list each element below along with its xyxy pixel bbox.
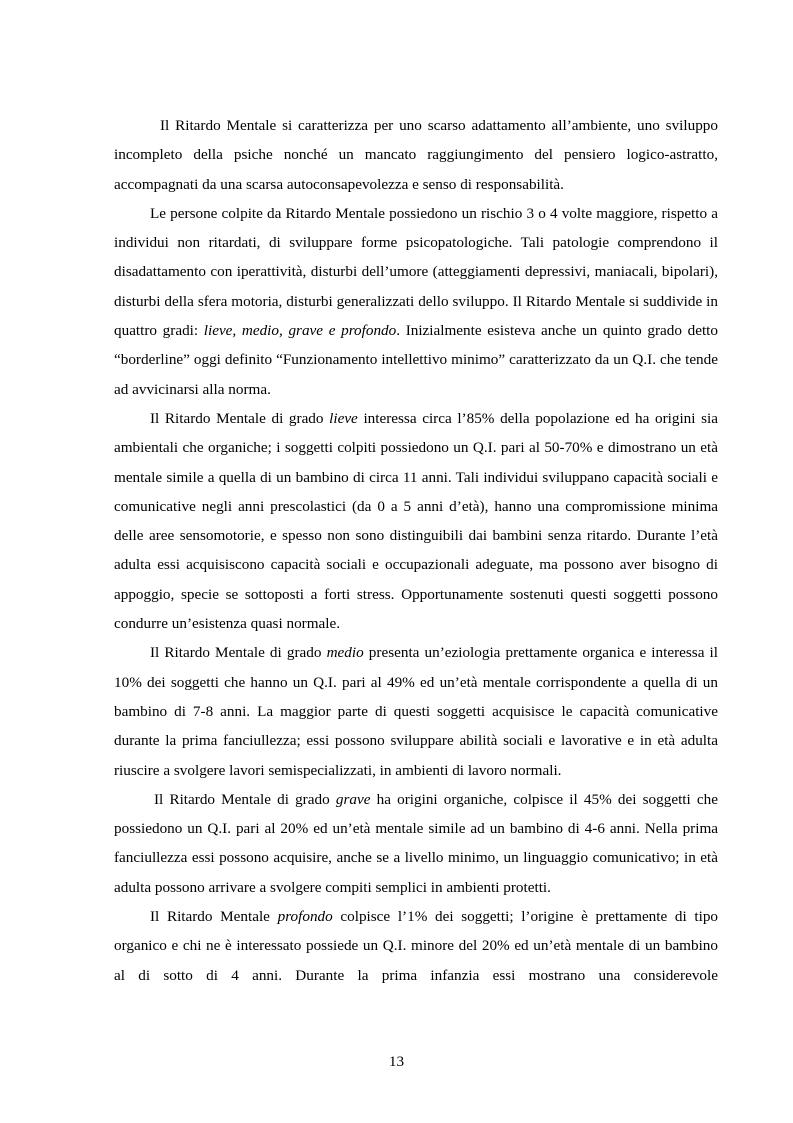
paragraph-text: Il Ritardo Mentale di grado bbox=[154, 790, 336, 808]
paragraph-text: Il Ritardo Mentale si caratterizza per uno scarso adattamento all’ambiente, uno sviluppo incompleto della psiche nonché un mancato raggiungimento del pensiero logico-astratto, accompagnati da una scarsa autoconsapevolezza e senso di responsabilità. bbox=[114, 117, 718, 193]
paragraph-text: . Inizialmente esisteva anche un quinto grado detto “borderline” oggi definito “Funzionamento intellettivo minimo” caratterizzato da un Q.I. che tende ad avvicinarsi alla norma. bbox=[114, 322, 718, 398]
paragraph-risk bbox=[114, 199, 718, 404]
paragraph-profondo bbox=[114, 902, 718, 990]
paragraph-text: ha origini organiche, colpisce il 45% dei soggetti che possiedono un Q.I. pari al 20% ed un’età mentale simile ad un bambino di 4-6 anni. Nella prima fanciullezza essi possono acquisire, anche se a livello minimo, un linguaggio comunicativo; in età adulta possono arrivare a svolgere compiti semplici in ambienti protetti. bbox=[114, 790, 718, 896]
italic-text: medio bbox=[326, 644, 364, 662]
paragraph-text: Il Ritardo Mentale di grado bbox=[150, 409, 330, 427]
paragraph-medio bbox=[114, 638, 718, 784]
paragraph-intro bbox=[114, 111, 718, 199]
paragraph-text: interessa circa l’85% della popolazione ed ha origini sia ambientali che organiche; i soggetti colpiti possiedono un Q.I. pari al 50-70% e dimostrano un età mentale simile a quella di un bambino di circa 11 anni. Tali individui sviluppano capacità sociali e comunicative negli anni prescolastici (da 0 a 5 anni d’età), hanno una compromissione minima delle aree sensomotorie, e spesso non sono distinguibili dai bambini senza ritardo. Durante l’età adulta essi acquisiscono capacità sociali e occupazionali adeguate, ma possono aver bisogno di appoggio, specie se sottoposti a forti stress. Opportunamente sostenuti questi soggetti possono condurre un’esistenza quasi normale. bbox=[114, 409, 718, 633]
paragraph-text: Il Ritardo Mentale di grado bbox=[150, 644, 327, 662]
italic-text: profondo bbox=[277, 908, 333, 926]
paragraph-text: Le persone colpite da Ritardo Mentale possiedono un rischio 3 o 4 volte maggiore, rispetto a individui non ritardati, di sviluppare forme psicopatologiche. Tali patologie comprendono il disadattamento con iperattività, disturbi dell’umore (atteggiamenti depressivi, maniacali, bipolari), disturbi della sfera motoria, disturbi generalizzati dello sviluppo. Il Ritardo Mentale si suddivide in quattro gradi: bbox=[114, 204, 718, 340]
paragraph-grave bbox=[114, 785, 718, 902]
paragraph-text: colpisce l’1% dei soggetti; l’origine è prettamente di tipo organico e chi ne è interessato possiede un Q.I. minore del 20% ed un’età mentale di un bambino al di sotto di 4 anni. Durante la prima infanzia essi mostrano una considerevole bbox=[114, 908, 719, 984]
body-text bbox=[114, 111, 718, 990]
paragraph-text: Il Ritardo Mentale bbox=[150, 908, 278, 926]
paragraph-lieve bbox=[114, 404, 718, 638]
italic-text: lieve bbox=[329, 409, 358, 427]
italic-text: lieve, medio, grave e profondo bbox=[203, 322, 397, 340]
paragraph-text: presenta un’eziologia prettamente organica e interessa il 10% dei soggetti che hanno un Q.I. pari al 49% ed un’età mentale corrispondente a quella di un bambino di 7-8 anni. La maggior parte di questi soggetti acquisisce le capacità comunicative durante la prima fanciullezza; essi possono sviluppare abilità sociali e lavorative e in età adulta riuscire a svolgere lavori semispecializzati, in ambienti di lavoro normali. bbox=[114, 644, 718, 779]
italic-text: grave bbox=[335, 790, 371, 808]
page-number: 13 bbox=[388, 1053, 405, 1070]
